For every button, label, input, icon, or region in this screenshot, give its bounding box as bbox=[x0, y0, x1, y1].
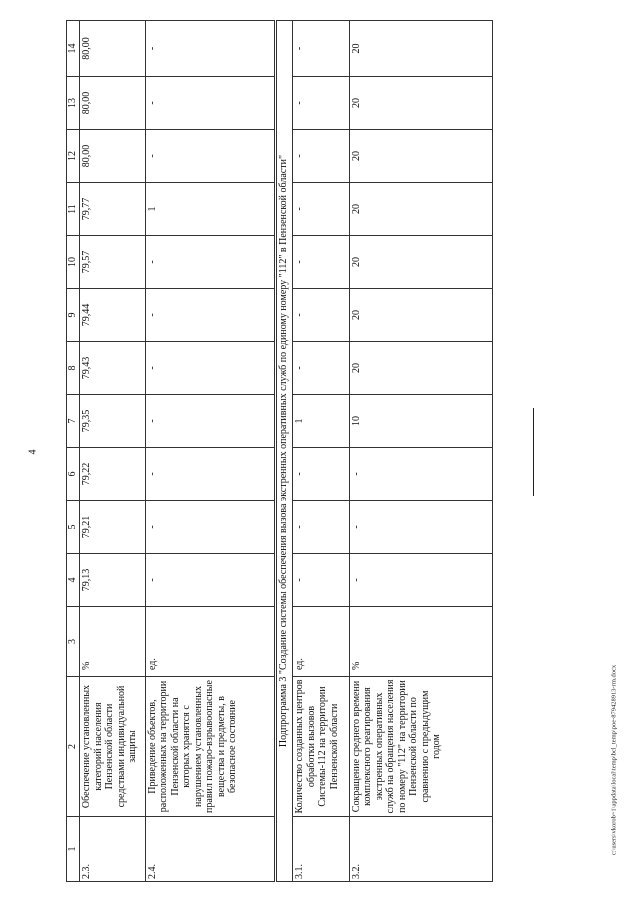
value-cell: - bbox=[293, 342, 349, 395]
indicators-table bbox=[66, 20, 493, 882]
table-row bbox=[293, 21, 349, 882]
value-cell: 20 bbox=[349, 342, 492, 395]
value-cell: - bbox=[349, 501, 492, 554]
value-cell: 79,43 bbox=[80, 342, 146, 395]
value-cell: - bbox=[145, 289, 275, 342]
value-cell: 80,00 bbox=[80, 130, 146, 183]
header-cell: 13 bbox=[67, 77, 80, 130]
value-cell: - bbox=[293, 501, 349, 554]
value-cell: 80,00 bbox=[80, 77, 146, 130]
value-cell: - bbox=[145, 395, 275, 448]
value-cell: - bbox=[349, 448, 492, 501]
value-cell: - bbox=[145, 77, 275, 130]
indicator-name: Количество созданных центров обработки вызовов Системы-112 на территории Пензенской области bbox=[293, 677, 349, 817]
value-cell: 79,22 bbox=[80, 448, 146, 501]
value-cell: 20 bbox=[349, 130, 492, 183]
unit-cell: % bbox=[349, 607, 492, 677]
separator-line bbox=[533, 408, 534, 496]
unit-cell: ед. bbox=[293, 607, 349, 677]
value-cell: - bbox=[293, 236, 349, 289]
value-cell: 20 bbox=[349, 183, 492, 236]
value-cell: 1 bbox=[145, 183, 275, 236]
value-cell: 79,13 bbox=[80, 554, 146, 607]
table-row bbox=[145, 21, 275, 882]
table-row bbox=[349, 21, 492, 882]
value-cell: 79,77 bbox=[80, 183, 146, 236]
header-cell: 4 bbox=[67, 554, 80, 607]
row-number: 3.1. bbox=[293, 817, 349, 882]
value-cell: 79,57 bbox=[80, 236, 146, 289]
value-cell: - bbox=[145, 554, 275, 607]
value-cell: - bbox=[145, 236, 275, 289]
header-cell: 2 bbox=[67, 677, 80, 817]
value-cell: - bbox=[293, 130, 349, 183]
header-cell: 8 bbox=[67, 342, 80, 395]
value-cell: 79,35 bbox=[80, 395, 146, 448]
header-cell: 6 bbox=[67, 448, 80, 501]
header-row bbox=[67, 21, 80, 882]
header-cell: 10 bbox=[67, 236, 80, 289]
unit-cell: % bbox=[80, 607, 146, 677]
header-cell: 12 bbox=[67, 130, 80, 183]
value-cell: - bbox=[349, 554, 492, 607]
value-cell: - bbox=[145, 130, 275, 183]
value-cell: - bbox=[145, 448, 275, 501]
subprogram-title: Подпрограмма 3 "Создание системы обеспечения вызова экстренных оперативных служб по единому номеру "112" в Пензенской области" bbox=[275, 21, 292, 882]
header-cell: 11 bbox=[67, 183, 80, 236]
value-cell: 79,21 bbox=[80, 501, 146, 554]
indicator-name: Приведение объектов, расположенных на территории Пензенской области на которых хранятся с нарушением установленных правил пожаро-взрывоопасные вещества и предметы, в безопасное состояние bbox=[145, 677, 275, 817]
header-cell: 5 bbox=[67, 501, 80, 554]
rotated-table-sheet bbox=[66, 21, 493, 882]
value-cell: 20 bbox=[349, 77, 492, 130]
header-cell: 9 bbox=[67, 289, 80, 342]
value-cell: 80,00 bbox=[80, 21, 146, 77]
value-cell: 20 bbox=[349, 21, 492, 77]
subprogram-row bbox=[275, 21, 292, 882]
table-row bbox=[80, 21, 146, 882]
page-number: 4 bbox=[27, 449, 39, 455]
value-cell: 20 bbox=[349, 236, 492, 289]
row-number: 3.2. bbox=[349, 817, 492, 882]
value-cell: - bbox=[145, 21, 275, 77]
header-cell: 14 bbox=[67, 21, 80, 77]
value-cell: 79,44 bbox=[80, 289, 146, 342]
row-number: 2.4. bbox=[145, 817, 275, 882]
value-cell: - bbox=[293, 554, 349, 607]
value-cell: - bbox=[145, 342, 275, 395]
unit-cell: ед. bbox=[145, 607, 275, 677]
value-cell: - bbox=[293, 183, 349, 236]
file-path: c:\users\vkorob~1\appdata\local\temp\bcl_temp\poe-879428913-rm.docx bbox=[610, 664, 618, 856]
value-cell: - bbox=[293, 289, 349, 342]
header-cell: 3 bbox=[67, 607, 80, 677]
header-cell: 1 bbox=[67, 817, 80, 882]
indicator-name: Обеспечение установленных категорий населения Пензенской области средствами индивидуальной защиты bbox=[80, 677, 146, 817]
row-number: 2.3. bbox=[80, 817, 146, 882]
indicator-name: Сокращение среднего времени комплексного реагирования экстренных оперативных служб на обращения населения по номеру "112" на территории Пензенской области по сравнению с предыдущим годом bbox=[349, 677, 492, 817]
header-cell: 7 bbox=[67, 395, 80, 448]
value-cell: - bbox=[293, 77, 349, 130]
value-cell: - bbox=[293, 21, 349, 77]
value-cell: 1 bbox=[293, 395, 349, 448]
value-cell: - bbox=[145, 501, 275, 554]
value-cell: 20 bbox=[349, 289, 492, 342]
value-cell: 10 bbox=[349, 395, 492, 448]
value-cell: - bbox=[293, 448, 349, 501]
